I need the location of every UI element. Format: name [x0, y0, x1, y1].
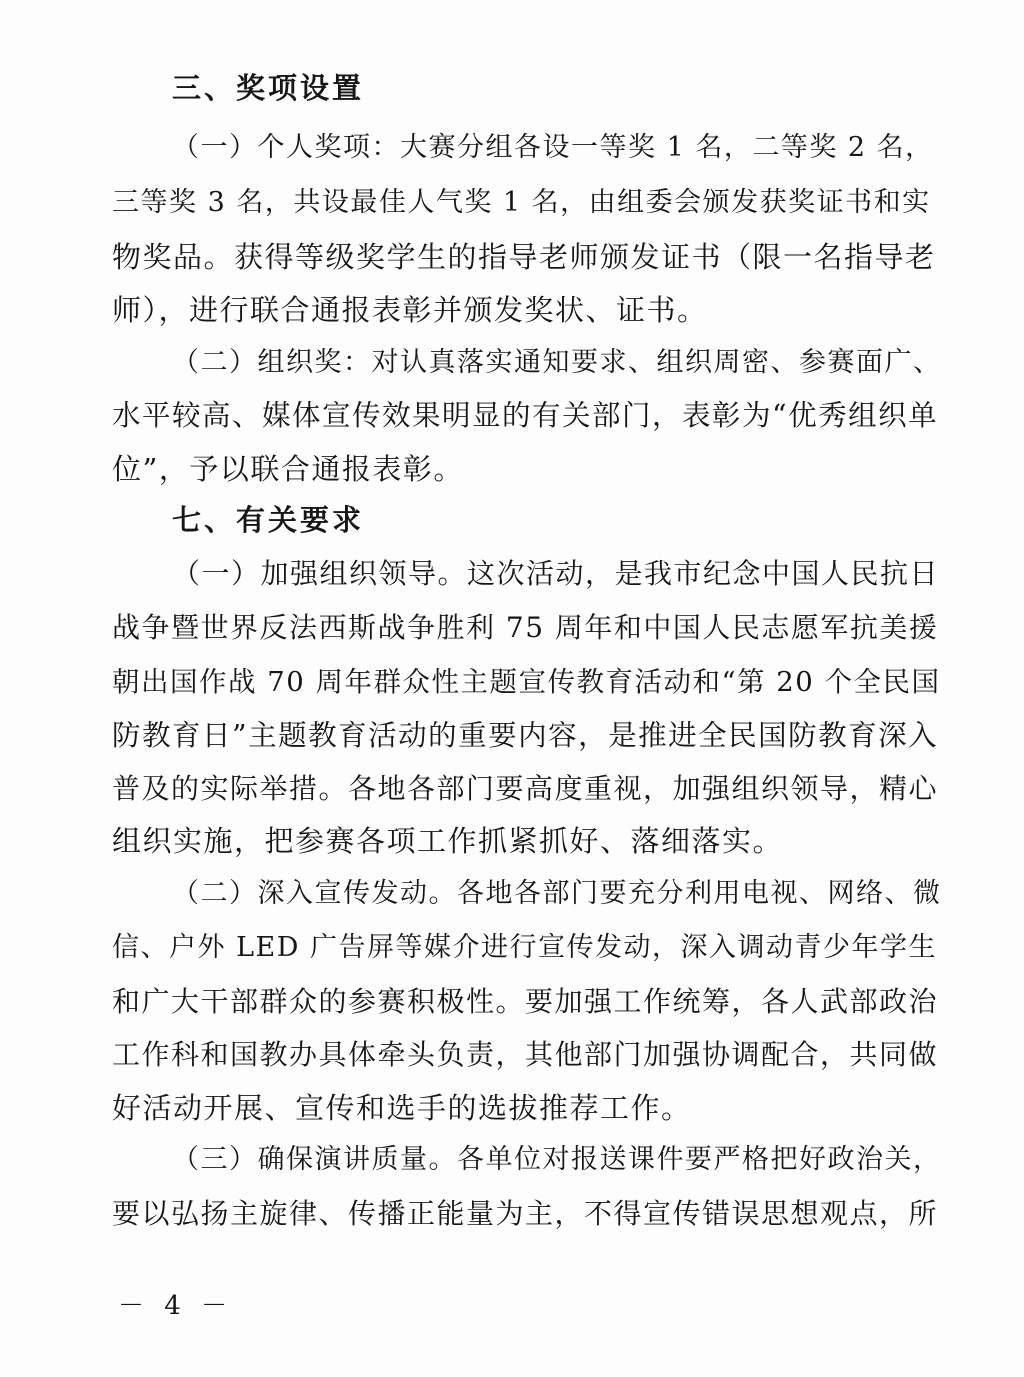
paragraph-line: 师），进行联合通报表彰并颁发奖状、证书。 [112, 293, 708, 327]
paragraph-line: 和广大干部群众的参赛积极性。要加强工作统筹，各人武部政治 [112, 985, 939, 1018]
paragraph-line: 组织实施，把参赛各项工作抓紧抓好、落细落实。 [112, 824, 784, 858]
paragraph-line: 水平较高、媒体宣传效果明显的有关部门，表彰为“优秀组织单 [112, 399, 939, 432]
section-heading-awards: 三、奖项设置 [172, 71, 365, 105]
paragraph-line: 好活动开展、宣传和选手的选拔推荐工作。 [112, 1091, 692, 1125]
paragraph-line: 物奖品。获得等级奖学生的指导老师颁发证书（限一名指导老 [112, 240, 936, 274]
paragraph-line: （三）确保演讲质量。各单位对报送课件要严格把好政治关， [172, 1144, 942, 1175]
paragraph-line: 朝出国作战 70 周年群众性主题宣传教育活动和“第 20 个全民国 [112, 666, 941, 698]
section-heading-requirements: 七、有关要求 [172, 503, 365, 537]
paragraph-line: 位”，予以联合通报表彰。 [112, 452, 464, 486]
paragraph-line: 要以弘扬主旋律、传播正能量为主，不得宣传错误思想观点，所 [112, 1197, 939, 1230]
paragraph-line: 三等奖 3 名，共设最佳人气奖 1 名，由组委会颁发获奖证书和实 [112, 187, 931, 218]
paragraph-line: （二）深入宣传发动。各地各部门要充分利用电视、网络、微 [172, 878, 942, 909]
paragraph-line: （一）加强组织领导。这次活动，是我市纪念中国人民抗日 [172, 557, 940, 590]
page-number: － 4 － [118, 1291, 234, 1321]
paragraph-line: （一）个人奖项：大赛分组各设一等奖 1 名，二等奖 2 名， [172, 132, 934, 163]
paragraph-line: 工作科和国教办具体牵头负责，其他部门加强协调配合，共同做 [112, 1038, 939, 1071]
paragraph-line: 信、户外 LED 广告屏等媒介进行宣传发动，深入调动青少年学生 [112, 932, 937, 963]
paragraph-line: 战争暨世界反法西斯战争胜利 75 周年和中国人民志愿军抗美援 [112, 611, 939, 644]
paragraph-line: （二）组织奖：对认真落实通知要求、组织周密、参赛面广、 [172, 347, 942, 378]
paragraph-line: 普及的实际举措。各地各部门要高度重视，加强组织领导，精心 [112, 772, 939, 805]
paragraph-line: 防教育日”主题教育活动的重要内容，是推进全民国防教育深入 [112, 719, 939, 752]
